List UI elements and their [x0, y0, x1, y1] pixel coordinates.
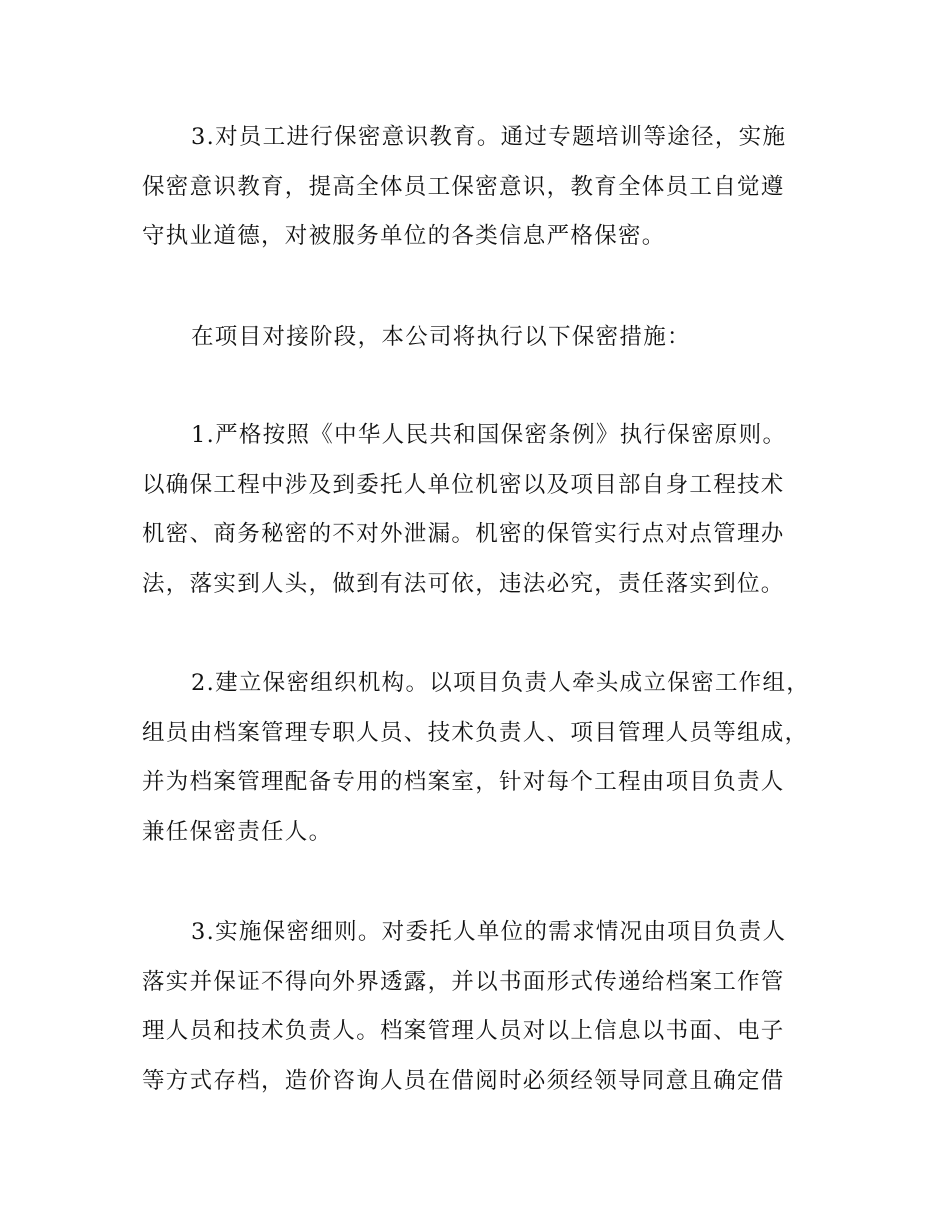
paragraph-line: 1.严格按照《中华人民共和国保密条例》执行保密原则。 — [191, 422, 787, 448]
paragraph-line: 理人员和技术负责人。档案管理人员对以上信息以书面、电子 — [142, 1018, 785, 1044]
paragraph-line: 在项目对接阶段，本公司将执行以下保密措施： — [191, 324, 691, 350]
paragraph-measure-2-organization — [142, 659, 832, 857]
paragraph-line: 兼任保密责任人。 — [142, 818, 333, 845]
paragraph-line: 组员由档案管理专职人员、技术负责人、项目管理人员等组成， — [142, 719, 809, 746]
paragraph-line: 法，落实到人头，做到有法可依，违法必究，责任落实到位。 — [142, 570, 785, 597]
paragraph-line: 并为档案管理配备专用的档案室，针对每个工程由项目负责人 — [142, 769, 785, 795]
paragraph-measure-1-regulations — [142, 411, 832, 609]
paragraph-line: 落实并保证不得向外界透露，并以书面形式传递给档案工作管 — [142, 968, 785, 995]
paragraph-line: 等方式存档，造价咨询人员在借阅时必须经领导同意且确定借 — [142, 1067, 785, 1094]
paragraph-line: 3.对员工进行保密意识教育。通过专题培训等途径，实施 — [191, 124, 787, 150]
paragraph-line: 3.实施保密细则。对委托人单位的需求情况由项目负责人 — [191, 919, 787, 945]
paragraph-line: 守执业道德，对被服务单位的各类信息严格保密。 — [142, 223, 666, 249]
paragraph-line: 2.建立保密组织机构。以项目负责人牵头成立保密工作组， — [191, 670, 811, 696]
paragraph-project-stage-intro — [142, 313, 832, 363]
paragraph-measure-3-detailed-rules — [142, 908, 832, 1106]
paragraph-line: 机密、商务秘密的不对外泄漏。机密的保管实行点对点管理办 — [142, 521, 785, 547]
paragraph-line: 保密意识教育，提高全体员工保密意识，教育全体员工自觉遵 — [142, 173, 785, 200]
paragraph-line: 以确保工程中涉及到委托人单位机密以及项目部自身工程技术 — [142, 471, 785, 498]
paragraph-employee-confidentiality-education — [142, 113, 832, 262]
